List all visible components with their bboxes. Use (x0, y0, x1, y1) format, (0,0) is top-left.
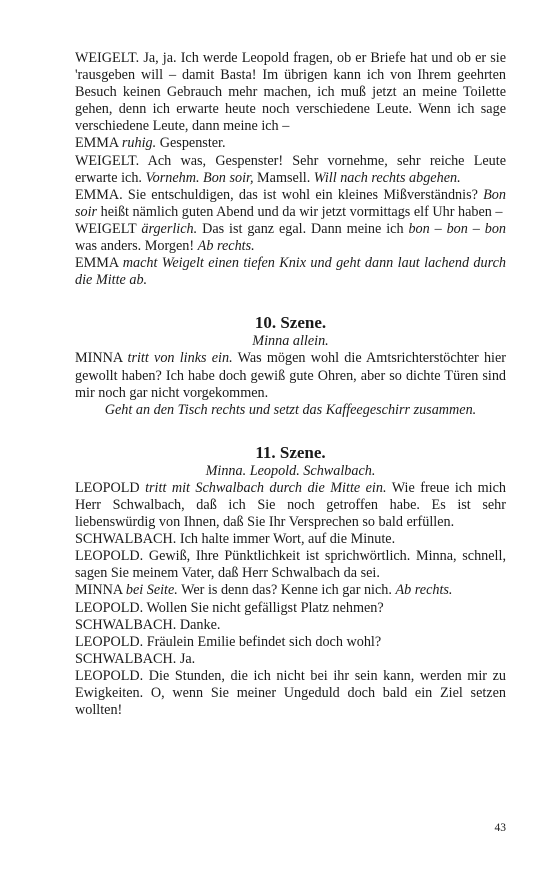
stage-direction: Bon soir (75, 186, 506, 220)
text: MINNA (75, 582, 126, 599)
text: Mamsell. (253, 169, 314, 186)
spacer (75, 289, 506, 313)
stage-direction: tritt von links ein. (127, 350, 233, 367)
page-number: 43 (494, 822, 506, 834)
text: EMMA (75, 255, 123, 272)
stage-direction: bei Seite. (125, 582, 178, 599)
paragraph-emma-3 (75, 255, 506, 289)
text: Gespenster. (156, 135, 226, 152)
text: SCHWALBACH. Ich halte immer Wort, auf die Minute. (75, 531, 396, 548)
text: Das ist ganz egal. Dann meine ich (197, 220, 409, 237)
stage-direction: macht Weigelt einen tiefen Knix und geht dann laut lachend durch die Mitte ab. (75, 255, 506, 289)
scene-10-persons: Minna allein. (252, 333, 329, 350)
stage-direction: ruhig. (121, 135, 157, 152)
stage-direction: Ab rechts. (395, 582, 453, 599)
centered-stage-direction: Geht an den Tisch rechts und setzt das Kaffeegeschirr zusammen. (104, 401, 477, 418)
text: MINNA (75, 350, 128, 367)
paragraph-weigelt-1 (75, 50, 506, 135)
text: LEOPOLD. Die Stunden, die ich nicht bei ihr sein kann, werden mir zu Ewigkeiten. O, wenn Sie meiner Ungeduld doch bald ein Ziel setzen wollten! (75, 667, 506, 719)
paragraph-emma-1 (75, 135, 506, 152)
paragraph-emma-2 (75, 187, 506, 221)
paragraph-leopold-1 (75, 480, 506, 531)
paragraph-schwalbach-2 (75, 617, 506, 634)
paragraph-leopold-5 (75, 668, 506, 719)
stage-direction: Vornehm. Bon soir, (145, 169, 254, 186)
emphasis: bon – bon – bon (408, 220, 507, 237)
text: EMMA. Sie entschuldigen, das ist wohl ein kleines Mißverständnis? (75, 186, 484, 203)
text: WEIGELT (75, 220, 142, 237)
text: LEOPOLD. Wollen Sie nicht gefälligst Platz nehmen? (75, 599, 384, 616)
paragraph-leopold-4 (75, 634, 506, 651)
paragraph-leopold-2 (75, 548, 506, 582)
scene-11-persons: Minna. Leopold. Schwalbach. (205, 462, 376, 479)
paragraph-schwalbach-3 (75, 651, 506, 668)
paragraph-leopold-3 (75, 600, 506, 617)
text: was anders. Morgen! (75, 238, 198, 255)
text: EMMA (75, 135, 122, 152)
text: WEIGELT. Ja, ja. Ich werde Leopold fragen, ob er Briefe hat und ob er sie 'rausgeben will – damit Basta! Im übrigen kann ich von Ihrem geehrten Besuch keinen Gebrauch mehr machen, ich muß jetzt an meine Toilette gehen, denn ich erwarte heute noch verschiedene Leute. Wenn ich sage verschiedene Leute, dann meine ich – (75, 50, 506, 135)
paragraph-schwalbach-1 (75, 531, 506, 548)
scene-11-title: 11. Szene. (255, 442, 326, 462)
stage-direction: Ab rechts. (197, 238, 255, 255)
stage-direction: ärgerlich. (141, 220, 198, 237)
paragraph-minna-1 (75, 350, 506, 401)
text: heißt nämlich guten Abend und da wir jetzt vormittags elf Uhr haben – (97, 203, 503, 220)
text: LEOPOLD (75, 479, 146, 496)
paragraph-weigelt-2 (75, 153, 506, 187)
text: Wie freue ich mich Herr Schwalbach, daß ich Sie noch getroffen habe. Es ist sehr liebenswürdig von Ihnen, daß Sie Ihr Versprechen so bald erfüllen. (75, 479, 506, 531)
text: WEIGELT. Ach was, Gespenster! Sehr vornehme, sehr reiche Leute erwarte ich. (75, 152, 506, 186)
scene-10-title: 10. Szene. (254, 313, 327, 333)
text: LEOPOLD. Fräulein Emilie befindet sich doch wohl? (75, 633, 382, 650)
text: Wer is denn das? Kenne ich gar nich. (177, 582, 396, 599)
spacer (75, 419, 506, 443)
text: SCHWALBACH. Ja. (75, 650, 196, 667)
stage-direction: Will nach rechts abgehen. (313, 169, 461, 186)
paragraph-minna-2 (75, 582, 506, 599)
paragraph-weigelt-3 (75, 221, 506, 255)
stage-direction: tritt mit Schwalbach durch die Mitte ein. (145, 479, 387, 496)
text: LEOPOLD. Gewiß, Ihre Pünktlichkeit ist sprichwörtlich. Minna, schnell, sagen Sie meinem Vater, daß Herr Schwalbach da sei. (75, 548, 506, 582)
text: SCHWALBACH. Danke. (75, 616, 221, 633)
page-text (75, 50, 506, 719)
text: Was mögen wohl die Amtsrichterstöchter hier gewollt haben? Ich habe doch gewiß gute Ohren, aber so dichte Türen sind mir noch gar nicht vorgekommen. (75, 350, 507, 401)
